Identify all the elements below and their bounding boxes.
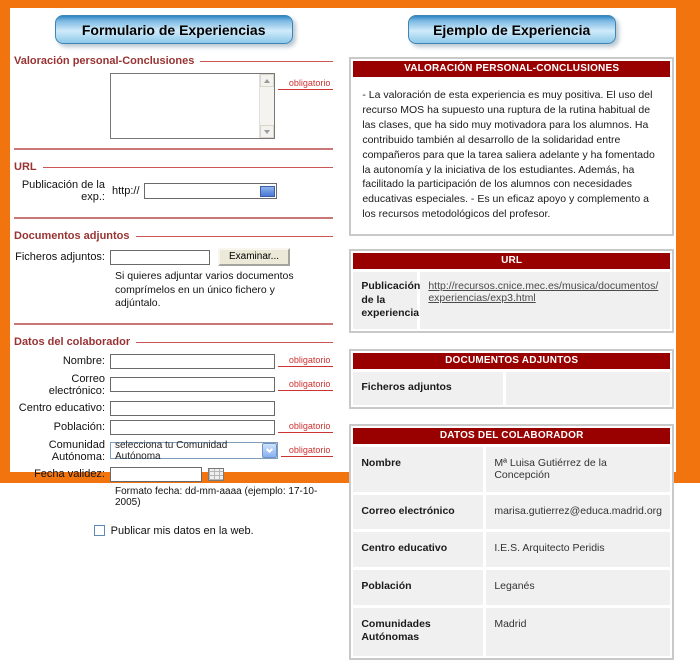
datos-table-row bbox=[353, 495, 670, 530]
nombre-input[interactable] bbox=[110, 354, 275, 369]
heading-rule bbox=[200, 61, 333, 62]
url-input[interactable] bbox=[144, 183, 277, 199]
centro-row bbox=[14, 401, 333, 416]
datos-row-label: Comunidades Autónomas bbox=[353, 608, 483, 656]
fecha-label: Fecha validez: bbox=[34, 468, 105, 481]
comunidad-selected-option: selecciona tu Comunidad Autónoma bbox=[115, 439, 228, 462]
url-row bbox=[14, 179, 333, 203]
datos-row-value: marisa.gutierrez@educa.madrid.org bbox=[486, 495, 670, 530]
url-field-label: Publicación de la exp.: bbox=[21, 179, 105, 203]
required-marker: obligatorio bbox=[278, 421, 333, 433]
centro-label: Centro educativo: bbox=[18, 402, 105, 415]
correo-row bbox=[14, 373, 333, 397]
scroll-up-icon[interactable] bbox=[260, 74, 274, 87]
url-table-row bbox=[353, 272, 670, 329]
datos-row-label: Nombre bbox=[353, 447, 483, 492]
publish-checkbox-label: Publicar mis datos en la web. bbox=[110, 524, 254, 537]
page-content bbox=[10, 8, 676, 644]
datos-table-row bbox=[353, 608, 670, 656]
file-row bbox=[14, 248, 333, 266]
url-header-bar: URL bbox=[353, 253, 670, 269]
required-marker: obligatorio bbox=[278, 78, 333, 90]
section-separator bbox=[14, 217, 333, 219]
section-datos-heading: Datos del colaborador bbox=[14, 335, 131, 348]
valoracion-header-bar: VALORACIÓN PERSONAL-CONCLUSIONES bbox=[353, 61, 670, 77]
form-title: Formulario de Experiencias bbox=[55, 15, 293, 44]
comunidad-select[interactable] bbox=[110, 439, 278, 462]
heading-rule bbox=[136, 342, 333, 343]
example-datos-box bbox=[349, 424, 674, 660]
datos-table-row bbox=[353, 447, 670, 492]
heading-rule bbox=[136, 236, 334, 237]
datos-row-value: I.E.S. Arquitecto Peridis bbox=[486, 532, 670, 567]
datos-header-bar: DATOS DEL COLABORADOR bbox=[353, 428, 670, 444]
example-valoracion-box bbox=[349, 57, 674, 236]
poblacion-row bbox=[14, 420, 333, 435]
valoracion-textarea[interactable] bbox=[110, 73, 275, 139]
section-valoracion bbox=[14, 55, 333, 67]
form-panel bbox=[10, 8, 339, 537]
chevron-down-icon[interactable] bbox=[262, 443, 277, 458]
nombre-row bbox=[14, 354, 333, 369]
date-format-note: Formato fecha: dd-mm-aaaa (ejemplo: 17-10-2005) bbox=[115, 485, 318, 508]
browse-button[interactable]: Examinar... bbox=[218, 248, 290, 266]
documentos-table-row bbox=[353, 372, 670, 405]
documentos-header-bar: DOCUMENTOS ADJUNTOS bbox=[353, 353, 670, 369]
section-separator bbox=[14, 148, 333, 150]
comunidad-row bbox=[14, 439, 333, 463]
poblacion-input[interactable] bbox=[110, 420, 275, 435]
section-separator bbox=[14, 323, 333, 325]
poblacion-label: Población: bbox=[53, 421, 105, 434]
section-url bbox=[14, 161, 333, 173]
required-marker: obligatorio bbox=[278, 355, 333, 367]
nombre-label: Nombre: bbox=[62, 355, 105, 368]
datos-row-value: Leganés bbox=[486, 570, 670, 605]
section-documentos-heading: Documentos adjuntos bbox=[14, 230, 130, 242]
publish-checkbox[interactable] bbox=[94, 525, 105, 536]
publish-row bbox=[14, 525, 333, 537]
correo-input[interactable] bbox=[110, 377, 275, 392]
file-input[interactable] bbox=[110, 250, 210, 265]
valoracion-body-text: - La valoración de esta experiencia es muy positiva. El uso del recurso MOS ha supuesto una ruptura de la rutina habitual de las clases, que ha sido muy motivadora para los alumnos. Ha contribuido también al desarrollo de la solidaridad entre compañeros para que la tarea saliera adelante y ha fomentado la autonomía y la iniciativa de los estudiantes. Además, ha facilitado la participación de los alumnos con necesidades educativas especiales. - Es un eficaz apoyo y complemento a los recursos metodológicos del profesor. bbox=[362, 89, 655, 221]
scroll-down-icon[interactable] bbox=[260, 125, 274, 138]
section-valoracion-heading: Valoración personal-Conclusiones bbox=[14, 55, 195, 67]
comunidad-label: Comunidad Autónoma: bbox=[48, 438, 105, 463]
calendar-icon[interactable] bbox=[208, 468, 224, 481]
datos-table-row bbox=[353, 532, 670, 567]
datos-row-label: Correo electrónico bbox=[353, 495, 483, 530]
valoracion-row bbox=[14, 73, 333, 139]
correo-label: Correo electrónico: bbox=[48, 372, 105, 397]
section-url-heading: URL bbox=[14, 161, 37, 173]
datos-row-value: Madrid bbox=[486, 608, 670, 656]
heading-rule bbox=[43, 167, 334, 168]
fecha-row bbox=[14, 467, 333, 482]
example-panel bbox=[339, 8, 676, 644]
example-title: Ejemplo de Experiencia bbox=[408, 15, 616, 44]
section-datos bbox=[14, 336, 333, 348]
example-url-box bbox=[349, 249, 674, 333]
http-prefix: http:// bbox=[112, 185, 140, 197]
textarea-content[interactable] bbox=[111, 74, 259, 138]
centro-input[interactable] bbox=[110, 401, 275, 416]
datos-row-value: Mª Luisa Gutiérrez de la Concepción bbox=[486, 447, 670, 492]
required-marker: obligatorio bbox=[281, 445, 333, 457]
fecha-input[interactable] bbox=[110, 467, 202, 482]
documentos-row-value bbox=[506, 372, 670, 405]
documentos-row-label: Ficheros adjuntos bbox=[353, 372, 503, 405]
url-row-value bbox=[420, 272, 670, 329]
required-marker: obligatorio bbox=[278, 379, 333, 391]
file-help-text: Si quieres adjuntar varios documentos comprímelos en un único fichero y adjúntalo. bbox=[115, 270, 294, 310]
autofill-chip-icon[interactable] bbox=[260, 186, 275, 197]
example-documentos-box bbox=[349, 349, 674, 409]
datos-row-label: Centro educativo bbox=[353, 532, 483, 567]
file-field-label: Ficheros adjuntos: bbox=[15, 251, 105, 263]
experience-link[interactable]: http://recursos.cnice.mec.es/musica/documentos/experiencias/exp3.html bbox=[428, 280, 659, 305]
url-row-label: Publicación de la experiencia bbox=[353, 272, 417, 329]
section-documentos bbox=[14, 230, 333, 242]
datos-table-row bbox=[353, 570, 670, 605]
textarea-scrollbar[interactable] bbox=[259, 74, 274, 138]
datos-row-label: Población bbox=[353, 570, 483, 605]
